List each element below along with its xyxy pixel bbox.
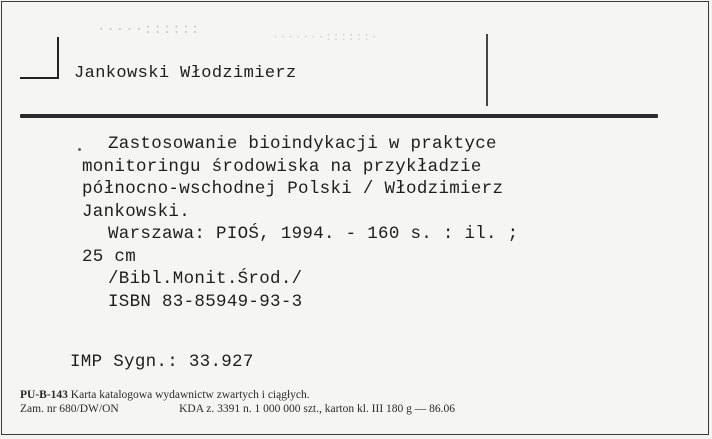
call-number-label: IMP	[70, 352, 103, 372]
publication-line: Warszawa: PIOŚ, 1994. - 160 s. : il. ;	[108, 224, 519, 244]
catalog-card	[1, 1, 709, 435]
title-line-4: Jankowski.	[82, 201, 191, 222]
print-info: KDA z. 3391 n. 1 000 000 szt., karton kl. III 180 g — 86.06	[179, 403, 456, 415]
order-number: Zam. nr 680/DW/ON	[20, 403, 119, 415]
dimensions-line: 25 cm	[82, 246, 137, 267]
title-line-3: północno-wschodnej Polski / Włodzimierz	[82, 179, 504, 199]
isbn-line: ISBN 83-85949-93-3	[108, 291, 303, 312]
header-divider-line	[486, 34, 488, 106]
form-title: Karta katalogowa wydawnictw zwartych i ciągłych.	[70, 389, 310, 401]
call-number	[70, 352, 254, 372]
horizontal-rule	[20, 114, 658, 118]
bullet-dot	[78, 148, 81, 151]
call-number-prefix: Sygn.:	[113, 352, 179, 372]
description-block	[82, 133, 518, 313]
author-heading: Jankowski Włodzimierz	[74, 64, 297, 83]
series-line: /Bibl.Monit.Środ./	[108, 269, 303, 289]
title-line-1: Zastosowanie bioindykacji w praktyce	[108, 134, 497, 154]
corner-mark-vertical	[57, 37, 59, 77]
call-number-value: 33.927	[188, 352, 254, 372]
printer-footer	[20, 388, 455, 416]
corner-mark-horizontal	[20, 77, 59, 79]
title-line-2: monitoringu środowiska na przykładzie	[82, 156, 482, 177]
form-code: PU-B-143	[20, 389, 68, 401]
faint-stamp-mark-2: ·······::::::·	[272, 32, 379, 44]
faint-stamp-mark: ·····::::::	[97, 22, 201, 38]
